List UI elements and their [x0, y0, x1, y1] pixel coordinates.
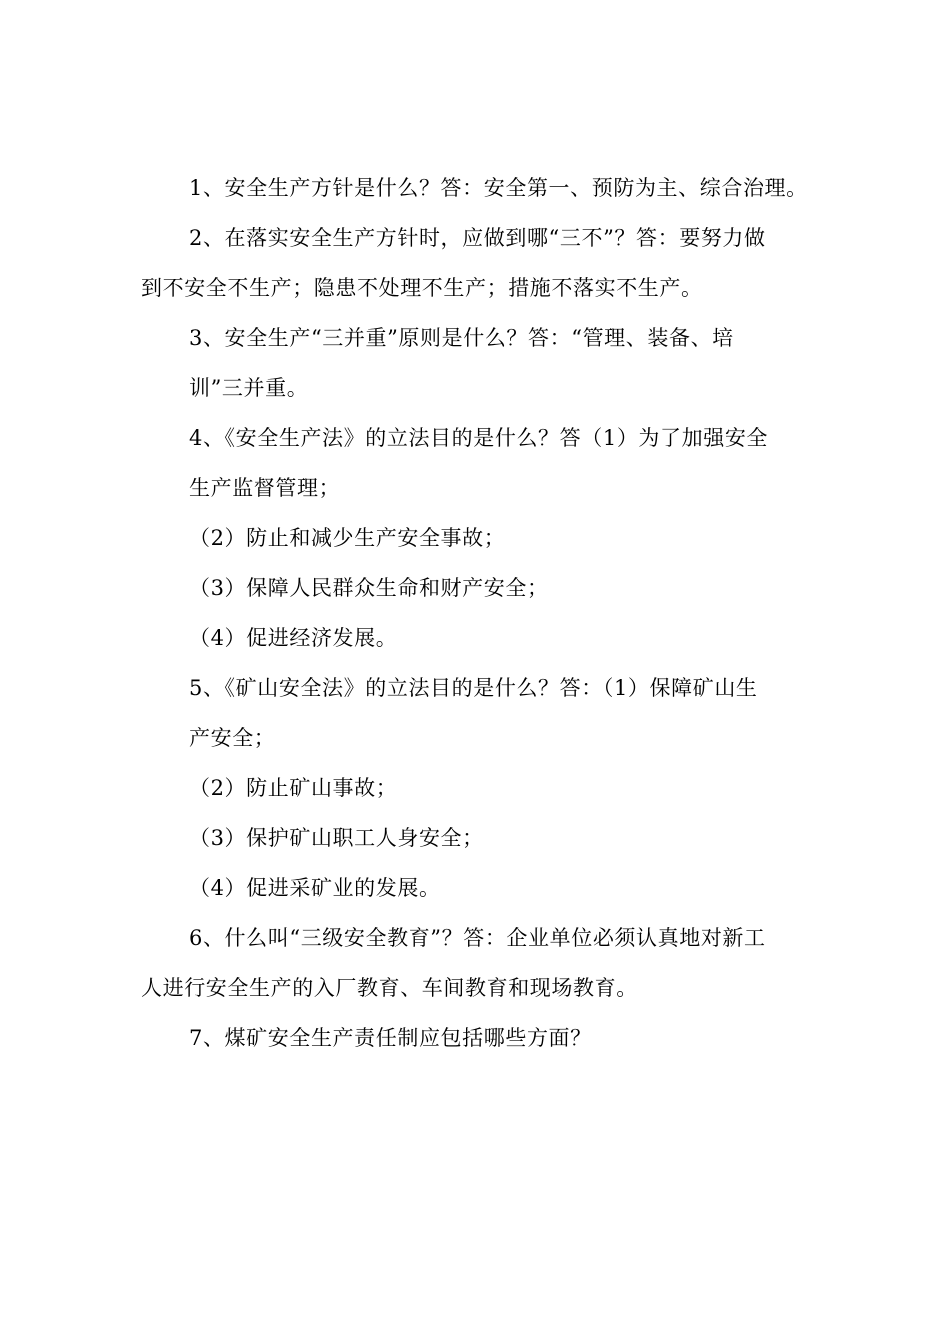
text-line-3: 到不安全不生产；隐患不处理不生产；措施不落实不生产。	[141, 276, 703, 300]
text-line-17: 人进行安全生产的入厂教育、车间教育和现场教育。	[141, 976, 638, 1000]
text-line-9: （3）保障人民群众生命和财产安全；	[189, 576, 549, 600]
text-line-1: 1、安全生产方针是什么？答：安全第一、预防为主、综合治理。	[189, 176, 808, 200]
text-line-7: 生产监督管理；	[189, 476, 341, 500]
text-line-15: （4）促进采矿业的发展。	[189, 876, 441, 900]
text-line-8: （2）防止和减少生产安全事故；	[189, 526, 506, 550]
text-line-11: 5、《矿山安全法》的立法目的是什么？答：（1）保障矿山生	[189, 676, 758, 700]
text-line-10: （4）促进经济发展。	[189, 626, 398, 650]
text-line-14: （3）保护矿山职工人身安全；	[189, 826, 484, 850]
text-line-12: 产安全；	[189, 726, 276, 750]
text-line-18: 7、煤矿安全生产责任制应包括哪些方面？	[189, 1026, 592, 1050]
text-line-2: 2、在落实安全生产方针时，应做到哪“三不”？答：要努力做	[189, 226, 766, 250]
text-line-16: 6、什么叫“三级安全教育”？答：企业单位必须认真地对新工	[189, 926, 766, 950]
text-line-5: 训”三并重。	[189, 376, 309, 400]
text-line-6: 4、《安全生产法》的立法目的是什么？答（1）为了加强安全	[189, 426, 769, 450]
text-line-4: 3、安全生产“三并重”原则是什么？答：“管理、装备、培	[189, 326, 734, 350]
text-line-13: （2）防止矿山事故；	[189, 776, 398, 800]
